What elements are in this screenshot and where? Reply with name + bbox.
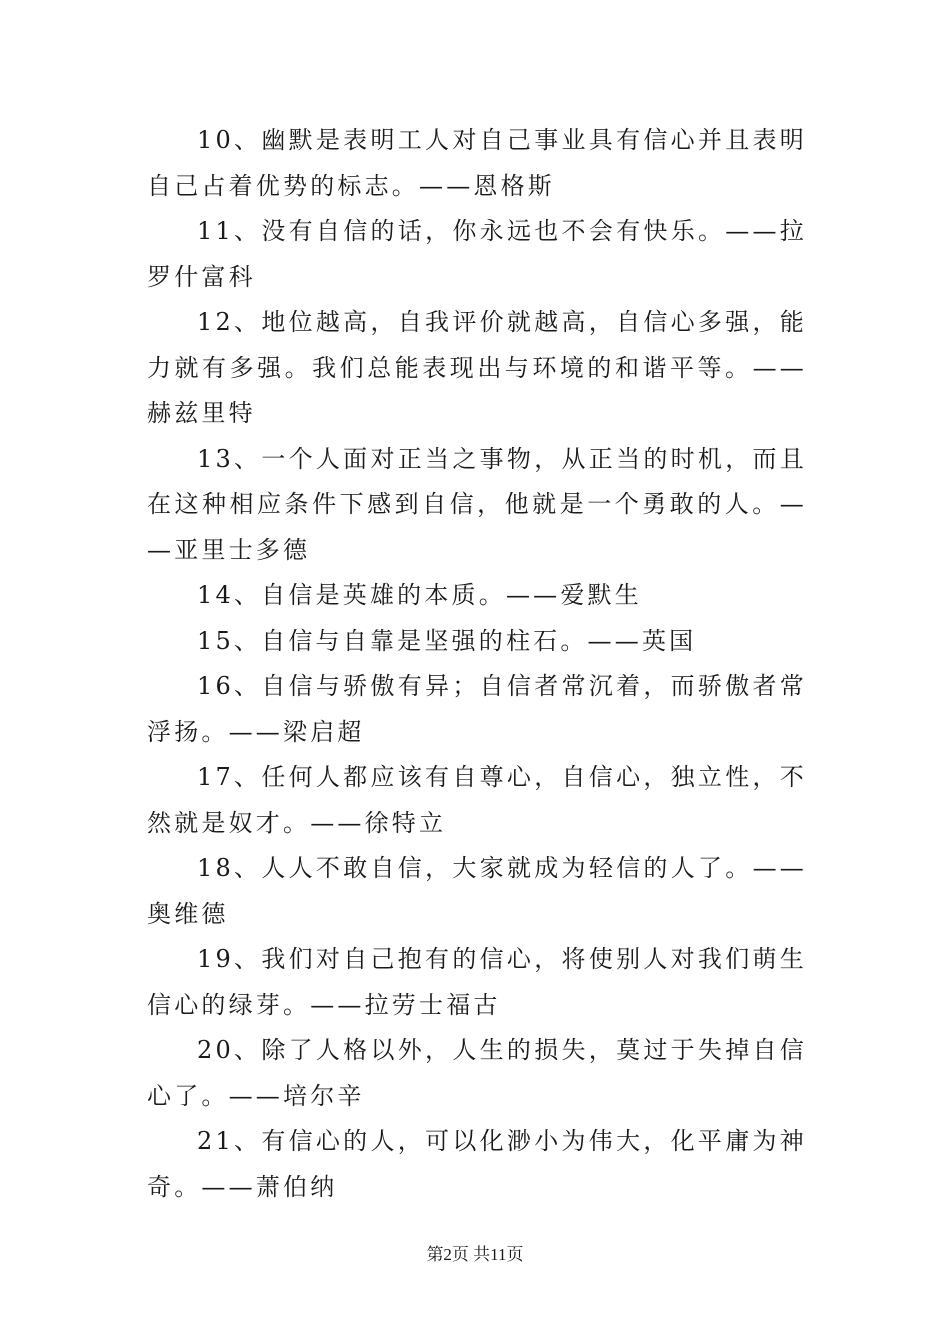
quote-paragraph: 10、幽默是表明工人对自己事业具有信心并且表明自己占着优势的标志。——恩格斯	[147, 126, 807, 200]
quote-paragraph: 11、没有自信的话，你永远也不会有快乐。——拉罗什富科	[147, 217, 807, 291]
quote-paragraph: 12、地位越高，自我评价就越高，自信心多强，能力就有多强。我们总能表现出与环境的和谐平等。——赫兹里特	[147, 308, 807, 427]
quote-paragraph: 20、除了人格以外，人生的损失，莫过于失掉自信心了。——培尔辛	[147, 1036, 807, 1110]
quote-paragraph: 17、任何人都应该有自尊心，自信心，独立性，不然就是奴才。——徐特立	[147, 763, 807, 837]
quote-paragraph: 21、有信心的人，可以化渺小为伟大，化平庸为神奇。——萧伯纳	[147, 1127, 807, 1201]
quote-paragraph: 19、我们对自己抱有的信心，将使别人对我们萌生信心的绿芽。——拉劳士福古	[147, 945, 807, 1019]
quote-paragraph: 18、人人不敢自信，大家就成为轻信的人了。——奥维德	[147, 854, 807, 928]
quote-list	[147, 118, 807, 1210]
quote-paragraph: 16、自信与骄傲有异；自信者常沉着，而骄傲者常浮扬。——梁启超	[147, 672, 807, 746]
page-number-footer: 第2页 共11页	[426, 1245, 524, 1264]
quote-paragraph: 13、一个人面对正当之事物，从正当的时机，而且在这种相应条件下感到自信，他就是一个勇敢的人。——亚里士多德	[147, 444, 807, 564]
quote-paragraph: 15、自信与自靠是坚强的柱石。——英国	[197, 626, 697, 655]
quote-paragraph: 14、自信是英雄的本质。——爱默生	[197, 581, 642, 609]
